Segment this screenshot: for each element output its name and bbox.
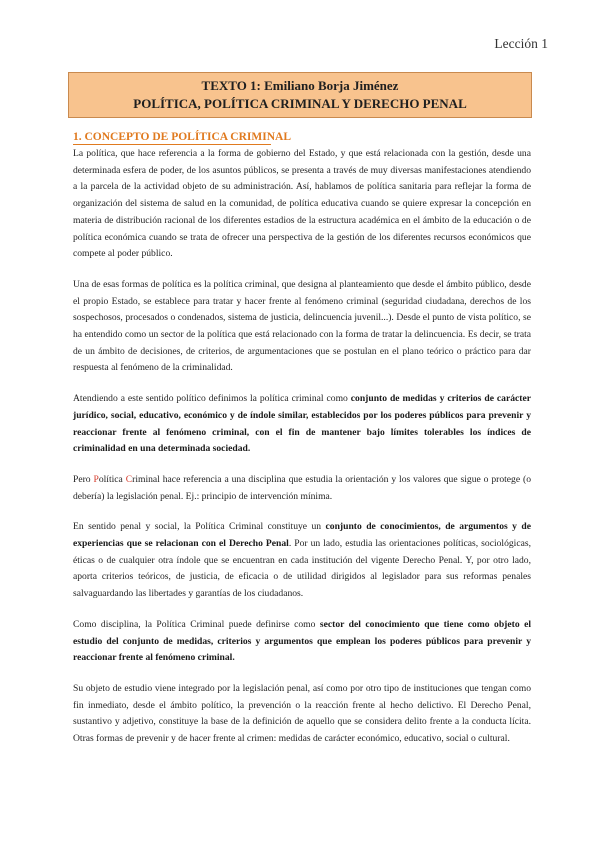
document-body [73,146,531,762]
highlight-letter-p: P [93,473,99,485]
title-topic: POLÍTICA, POLÍTICA CRIMINAL Y DERECHO PENAL [133,96,467,111]
paragraph-6-text: Como disciplina, la Política Criminal puede definirse como [73,618,320,630]
paragraph-4-text-a: Pero [73,473,94,485]
section-heading: 1. CONCEPTO DE POLÍTICA CRIMINAL [73,131,291,143]
paragraph-7: Su objeto de estudio viene integrado por la legislación penal, así como por otro tipo de instituciones que tengan como fin inmediato, desde el ámbito político, la prevención o la reacción frente al hecho delictivo. El Derecho Penal, sustantivo y adjetivo, constituye la base de la definición de aquello que se considera delito frente a la conducta lícita. Otras formas de prevenir y de hacer frente al crimen: medidas de carácter económico, educativo, social o cultural. [73,682,531,745]
paragraph-4-text-c: riminal hace referencia a una disciplina que estudia la orientación y los valores que sigue o protege (o debería) la legislación penal. Ej.: principio de intervención mínima. [73,473,532,502]
paragraph-5-bold: conjunto de conocimientos, de argumentos y de experiencias que se relacionan con el Derecho Penal [73,521,532,550]
lesson-header: Lección 1 [494,36,548,51]
title-box [68,72,532,118]
paragraph-3 [73,391,531,458]
paragraph-3-bold: conjunto de medidas y criterios de carácter jurídico, social, educativo, económico y de índole similar, establecidos por los poderes públicos para prevenir y reaccionar frente al fenómeno criminal, con el fin de mantener bajo límites tolerables los índices de criminalidad en una determinada sociedad. [73,393,531,455]
paragraph-6-bold: sector del conocimiento que tiene como objeto el estudio del conjunto de medidas, criterios y argumentos que emplean los poderes públicos para prevenir y reaccionar frente al fenómeno criminal. [73,618,531,664]
paragraph-2: Una de esas formas de política es la política criminal, que designa al planteamiento que desde el ámbito público, desde el propio Estado, se establece para tratar y hacer frente al fenómeno criminal (seguridad ciudadana, derechos de los sospechosos, procesados o condenados, sistema de justicia, delincuencia juvenil...). Desde el punto de vista político, se ha entendido como un sector de la política que está relacionado con la forma de tratar la delincuencia. Es decir, se trata de un ámbito de decisiones, de criterios, de argumentaciones que se postulan en el plano teórico o práctico para dar respuesta al fenómeno de la criminalidad. [73,278,531,374]
paragraph-1: La política, que hace referencia a la forma de gobierno del Estado, y que está relacionada con la gestión, desde una determinada esfera de poder, de los asuntos públicos, se presenta a través de muy diversas manifestaciones atendiendo a la parcela de la actividad objeto de su administración. Así, hablamos de política sanitaria para reflejar la forma de organización del sistema de salud en la comunidad, de política educativa cuando se quiere expresar la concepción en materia de distribución racional de los diferentes estadios de la estructura académica en el ámbito de la educación o de política económica cuando se trata de ofrecer una perspectiva de la gestión de los diferentes recursos económicos que compete al poder público. [73,148,531,260]
paragraph-5 [73,519,531,603]
paragraph-4 [73,472,531,505]
paragraph-6 [73,617,531,667]
highlight-letter-c: C [125,473,133,485]
paragraph-5-text-start: En sentido penal y social, la Política Criminal constituye un [73,521,326,533]
paragraph-5-text-end: . Por un lado, estudia las orientaciones políticas, sociológicas, éticas o de cualquier otra índole que se encuentran en cada institución del vigente Derecho Penal. Y, por otro lado, aporta criterios teóricos, de justicia, de eficacia o de utilidad dirigidos al legislador para sus reformas penales salvaguardando las libertades y garantías de los ciudadanos. [73,538,531,600]
paragraph-3-text: Atendiendo a este sentido político definimos la política criminal como [73,393,351,405]
title-author: TEXTO 1: Emiliano Borja Jiménez [201,78,399,93]
paragraph-4-text-b: olítica [98,473,126,485]
